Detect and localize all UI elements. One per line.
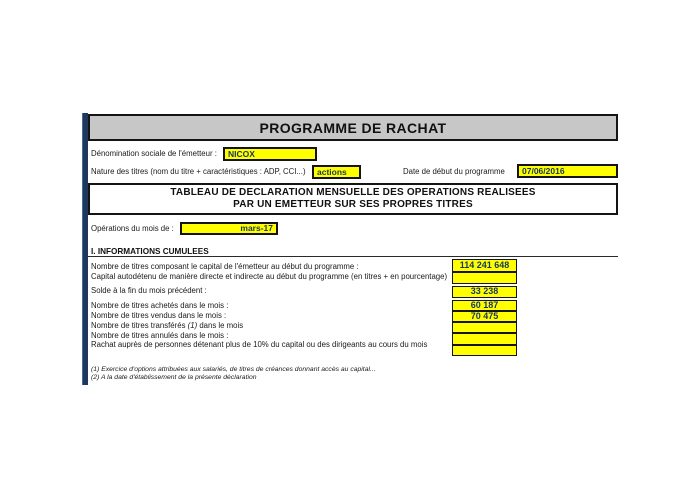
securities-nature-cell[interactable]: actions — [312, 165, 361, 179]
row-shares-transferred-note: (1) — [187, 321, 198, 330]
program-start-date-cell[interactable]: 07/06/2016 — [517, 164, 618, 178]
page-title-text: PROGRAMME DE RACHAT — [259, 119, 447, 136]
section-divider — [88, 256, 618, 257]
row-previous-month-balance-cell[interactable]: 33 238 — [452, 286, 517, 299]
footnote-2: (2) A la date d'établissement de la présente déclaration — [91, 373, 257, 381]
row-shares-sold-cell[interactable]: 70 475 — [452, 311, 517, 322]
row-treasury-held-cell[interactable] — [452, 272, 517, 285]
banner-line-1: TABLEAU DE DECLARATION MENSUELLE DES OPERATIONS REALISEES — [170, 186, 536, 198]
operations-month-label: Opérations du mois de : — [91, 223, 174, 233]
row-shares-sold-label: Nombre de titres vendus dans le mois : — [91, 311, 227, 320]
row-treasury-held-label: Capital autodétenu de manière directe et indirecte au début du programme (en titres + en pourcentage) — [91, 271, 448, 281]
row-shares-bought-label: Nombre de titres achetés dans le mois : — [91, 301, 229, 310]
row-capital-shares-cell[interactable]: 114 241 648 — [452, 259, 517, 272]
operations-month-cell[interactable]: mars-17 — [180, 222, 278, 235]
issuer-value-cell[interactable]: NICOX — [223, 147, 317, 161]
row-shares-cancelled-cell[interactable] — [452, 333, 517, 344]
row-shares-bought-cell[interactable]: 60 187 — [452, 300, 517, 311]
securities-nature-label: Nature des titres (nom du titre + caractéristiques : ADP, CCI...) — [91, 167, 306, 176]
row-shares-cancelled-label: Nombre de titres annulés dans le mois : — [91, 330, 229, 340]
row-capital-shares-label: Nombre de titres composant le capital de l'émetteur au début du programme : — [91, 262, 359, 271]
row-shares-transferred-label-post: dans le mois — [197, 321, 244, 330]
row-buyback-10pct-cell[interactable] — [452, 345, 517, 356]
row-shares-transferred-label — [91, 322, 243, 331]
section-cumulative-heading: I. INFORMATIONS CUMULEES — [91, 247, 209, 256]
banner-line-2: PAR UN EMETTEUR SUR SES PROPRES TITRES — [233, 199, 473, 210]
row-previous-month-balance-label: Solde à la fin du mois précédent : — [91, 286, 207, 295]
footnote-1: (1) Exercice d'options attribuées aux salariés, de titres de créances donnant accès au capital... — [91, 365, 376, 373]
declaration-banner — [88, 183, 618, 215]
page-title — [88, 114, 618, 141]
row-buyback-10pct-label: Rachat auprès de personnes détenant plus de 10% du capital ou des dirigeants au cours du mois — [91, 340, 428, 349]
program-start-date-label: Date de début du programme — [403, 167, 505, 176]
issuer-label: Dénomination sociale de l'émetteur : — [91, 149, 217, 158]
left-accent-bar — [82, 113, 88, 385]
row-shares-transferred-cell[interactable] — [452, 322, 517, 333]
row-shares-transferred-label-pre: Nombre de titres transférés — [91, 321, 188, 330]
